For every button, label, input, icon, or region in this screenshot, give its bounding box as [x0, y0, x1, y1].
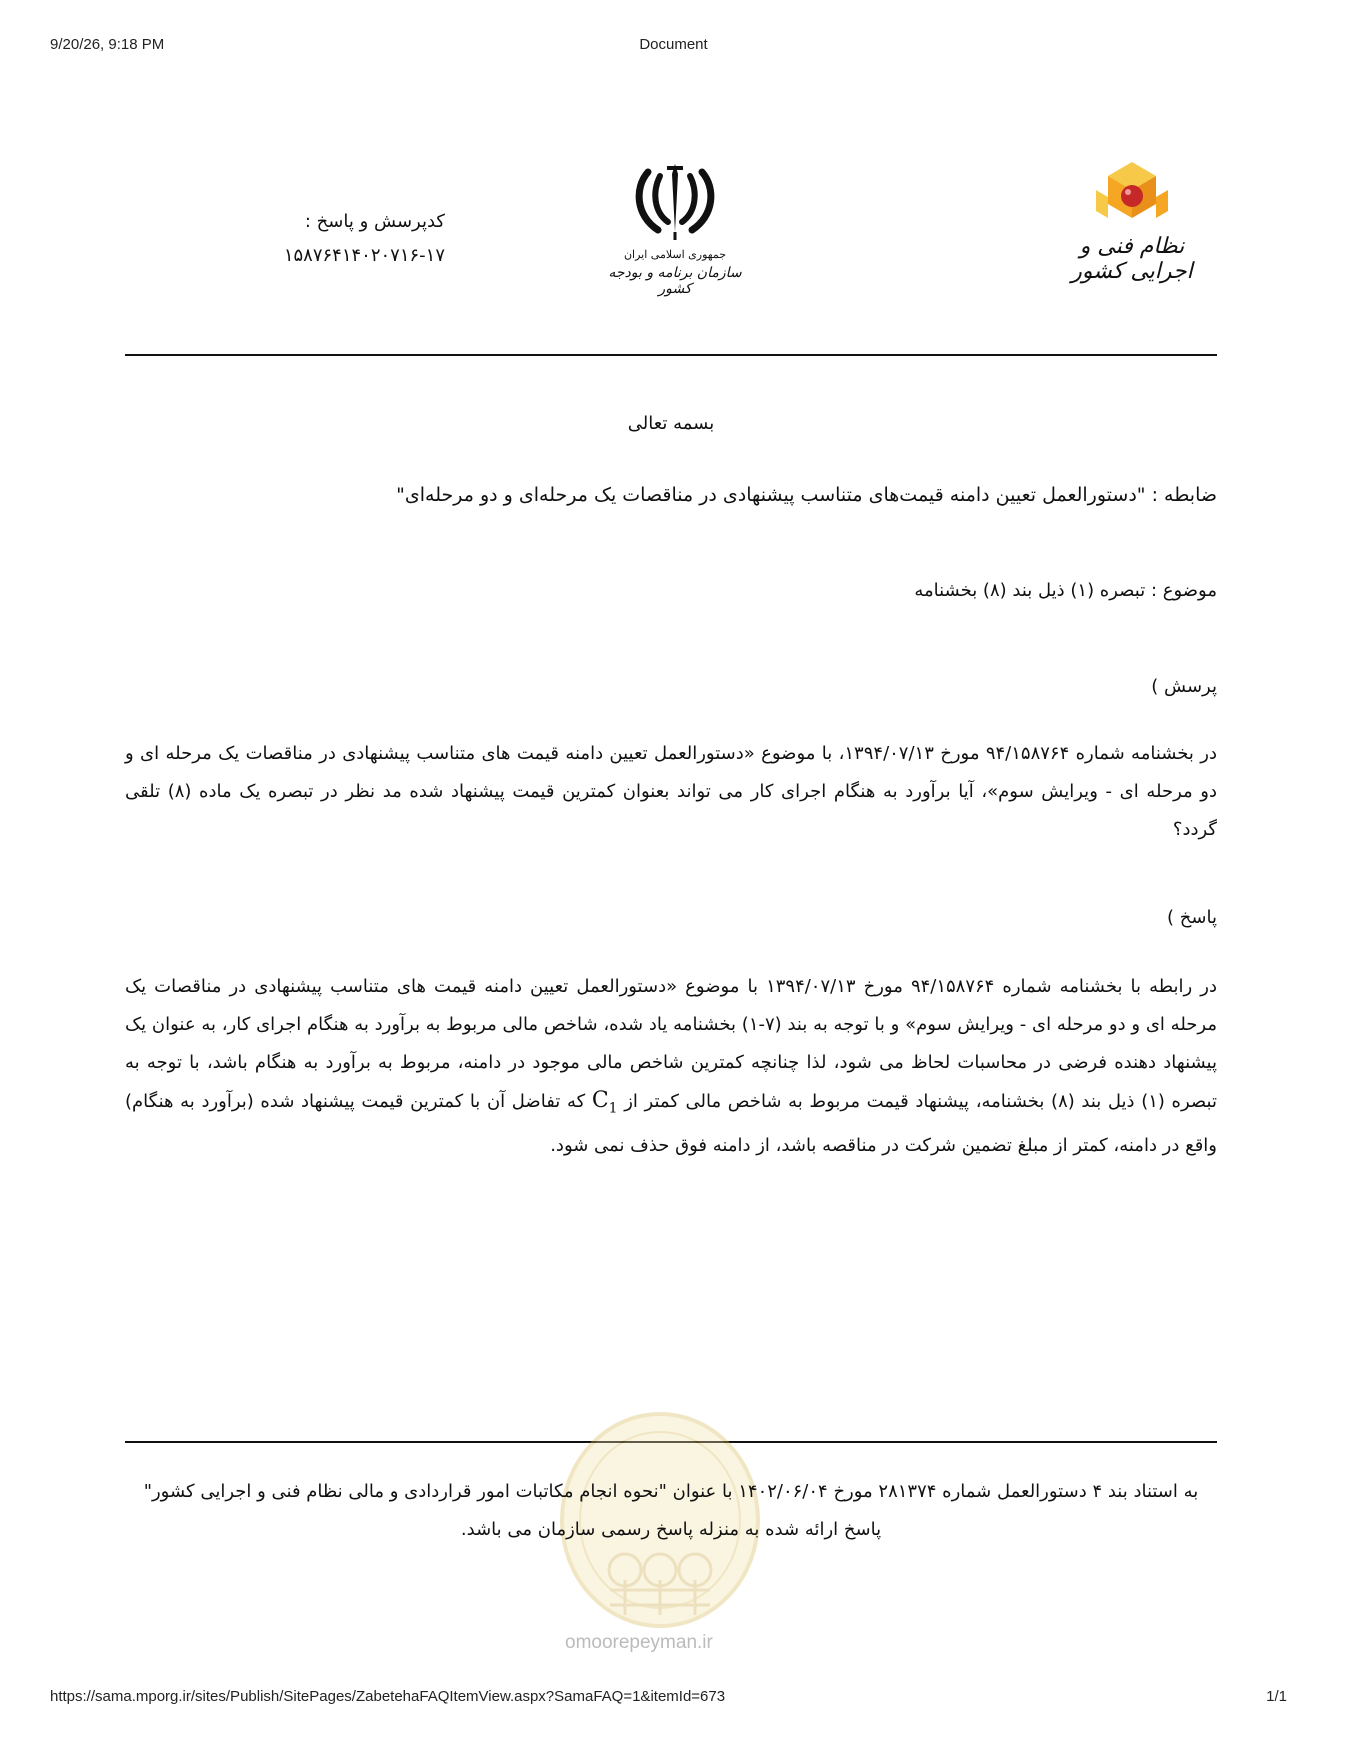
print-title: Document — [639, 36, 708, 53]
answer-text — [125, 968, 1217, 1165]
print-footer — [0, 1688, 1347, 1708]
footer-divider — [125, 1441, 1217, 1443]
watermark-url: omoorepeyman.ir — [565, 1632, 713, 1653]
nezam-fanni-logo — [1047, 160, 1217, 300]
letterhead — [125, 160, 1217, 320]
logo-text: نظام فنی و اجرایی کشور — [1071, 234, 1193, 284]
cube-logo-icon — [1086, 160, 1178, 230]
closing-note: به استناد بند ۴ دستورالعمل شماره ۲۸۱۳۷۴ مورخ ۱۴۰۲/۰۶/۰۴ با عنوان "نحوه انجام مکاتبات امور قراردادی و مالی نظام فنی و اجرایی کشور" پاسخ ارائه شده به منزله پاسخ رسمی سازمان می باشد. — [143, 1481, 1199, 1540]
iran-emblem-icon — [630, 160, 720, 242]
iran-emblem — [605, 160, 745, 310]
faq-code-value: ۱۵۸۷۶۴۱۴۰۲۰۷۱۶-۱۷ — [283, 245, 445, 266]
print-date: 9/20/26, 9:18 PM — [50, 36, 165, 53]
question-heading: پرسش ) — [1151, 676, 1217, 697]
emblem-country-text: جمهوری اسلامی ایران — [623, 248, 727, 261]
answer-text-part2: که تفاضل آن با کمترین قیمت پیشنهاد شده (برآورد به هنگام) واقع در دامنه، کمتر از مبلغ تضمین شرکت در مناقصه باشد، از دامنه فوق حذف نمی شود. — [125, 1091, 1217, 1157]
header-divider — [125, 354, 1217, 356]
invocation: بسمه تعالی — [627, 413, 715, 434]
question-text: در بخشنامه شماره ۹۴/۱۵۸۷۶۴ مورخ ۱۳۹۴/۰۷/۱۳، با موضوع «دستورالعمل تعیین دامنه قیمت های متناسب پیشنهادی در مناقصات یک مرحله ای و دو مرحله ای - ویرایش سوم»، آیا برآورد به هنگام اجرای کار می تواند بعنوان کمترین قیمت پیشنهاد شده مد نظر در تبصره یک ماده (۸) تلقی گردد؟ — [125, 743, 1217, 840]
faq-code-label: کدپرسش و پاسخ : — [304, 211, 445, 232]
faq-code-block — [235, 205, 445, 273]
page-number: 1/1 — [1266, 1688, 1287, 1705]
emblem-organization-text: سازمان برنامه و بودجه کشور — [608, 265, 742, 297]
c1-symbol: $C_1$ — [591, 1088, 618, 1117]
print-url: https://sama.mporg.ir/sites/Publish/SitePages/ZabetehaFAQItemView.aspx?SamaFAQ=1&itemId=673 — [50, 1688, 726, 1705]
answer-text-part1: در رابطه با بخشنامه شماره ۹۴/۱۵۸۷۶۴ مورخ ۱۳۹۴/۰۷/۱۳ با موضوع «دستورالعمل تعیین دامنه قیمت های متناسب پیشنهادی در مناقصات یک مرحله ای و دو مرحله ای - ویرایش سوم» و با توجه به بند (۷-۱) بخشنامه یاد شده، شاخص مالی مربوط به برآورد به هنگام اجرای کار، به عنوان یک پیشنهاد دهنده فرضی در محاسبات لحاظ می شود، لذا چنانچه کمترین شاخص مالی موجود در دامنه، مربوط به برآورد به هنگام باشد، با توجه به تبصره (۱) ذیل بند (۸) بخشنامه، پیشنهاد قیمت مربوط به شاخص مالی کمتر از — [125, 976, 1217, 1112]
print-header — [0, 36, 1347, 56]
answer-heading: پاسخ ) — [1167, 907, 1217, 928]
regulation-title: ضابطه : "دستورالعمل تعیین دامنه قیمت‌های متناسب پیشنهادی در مناقصات یک مرحله‌ای و دو مرحله‌ای" — [396, 484, 1217, 506]
subject-line: موضوع : تبصره (۱) ذیل بند (۸) بخشنامه — [914, 580, 1217, 601]
